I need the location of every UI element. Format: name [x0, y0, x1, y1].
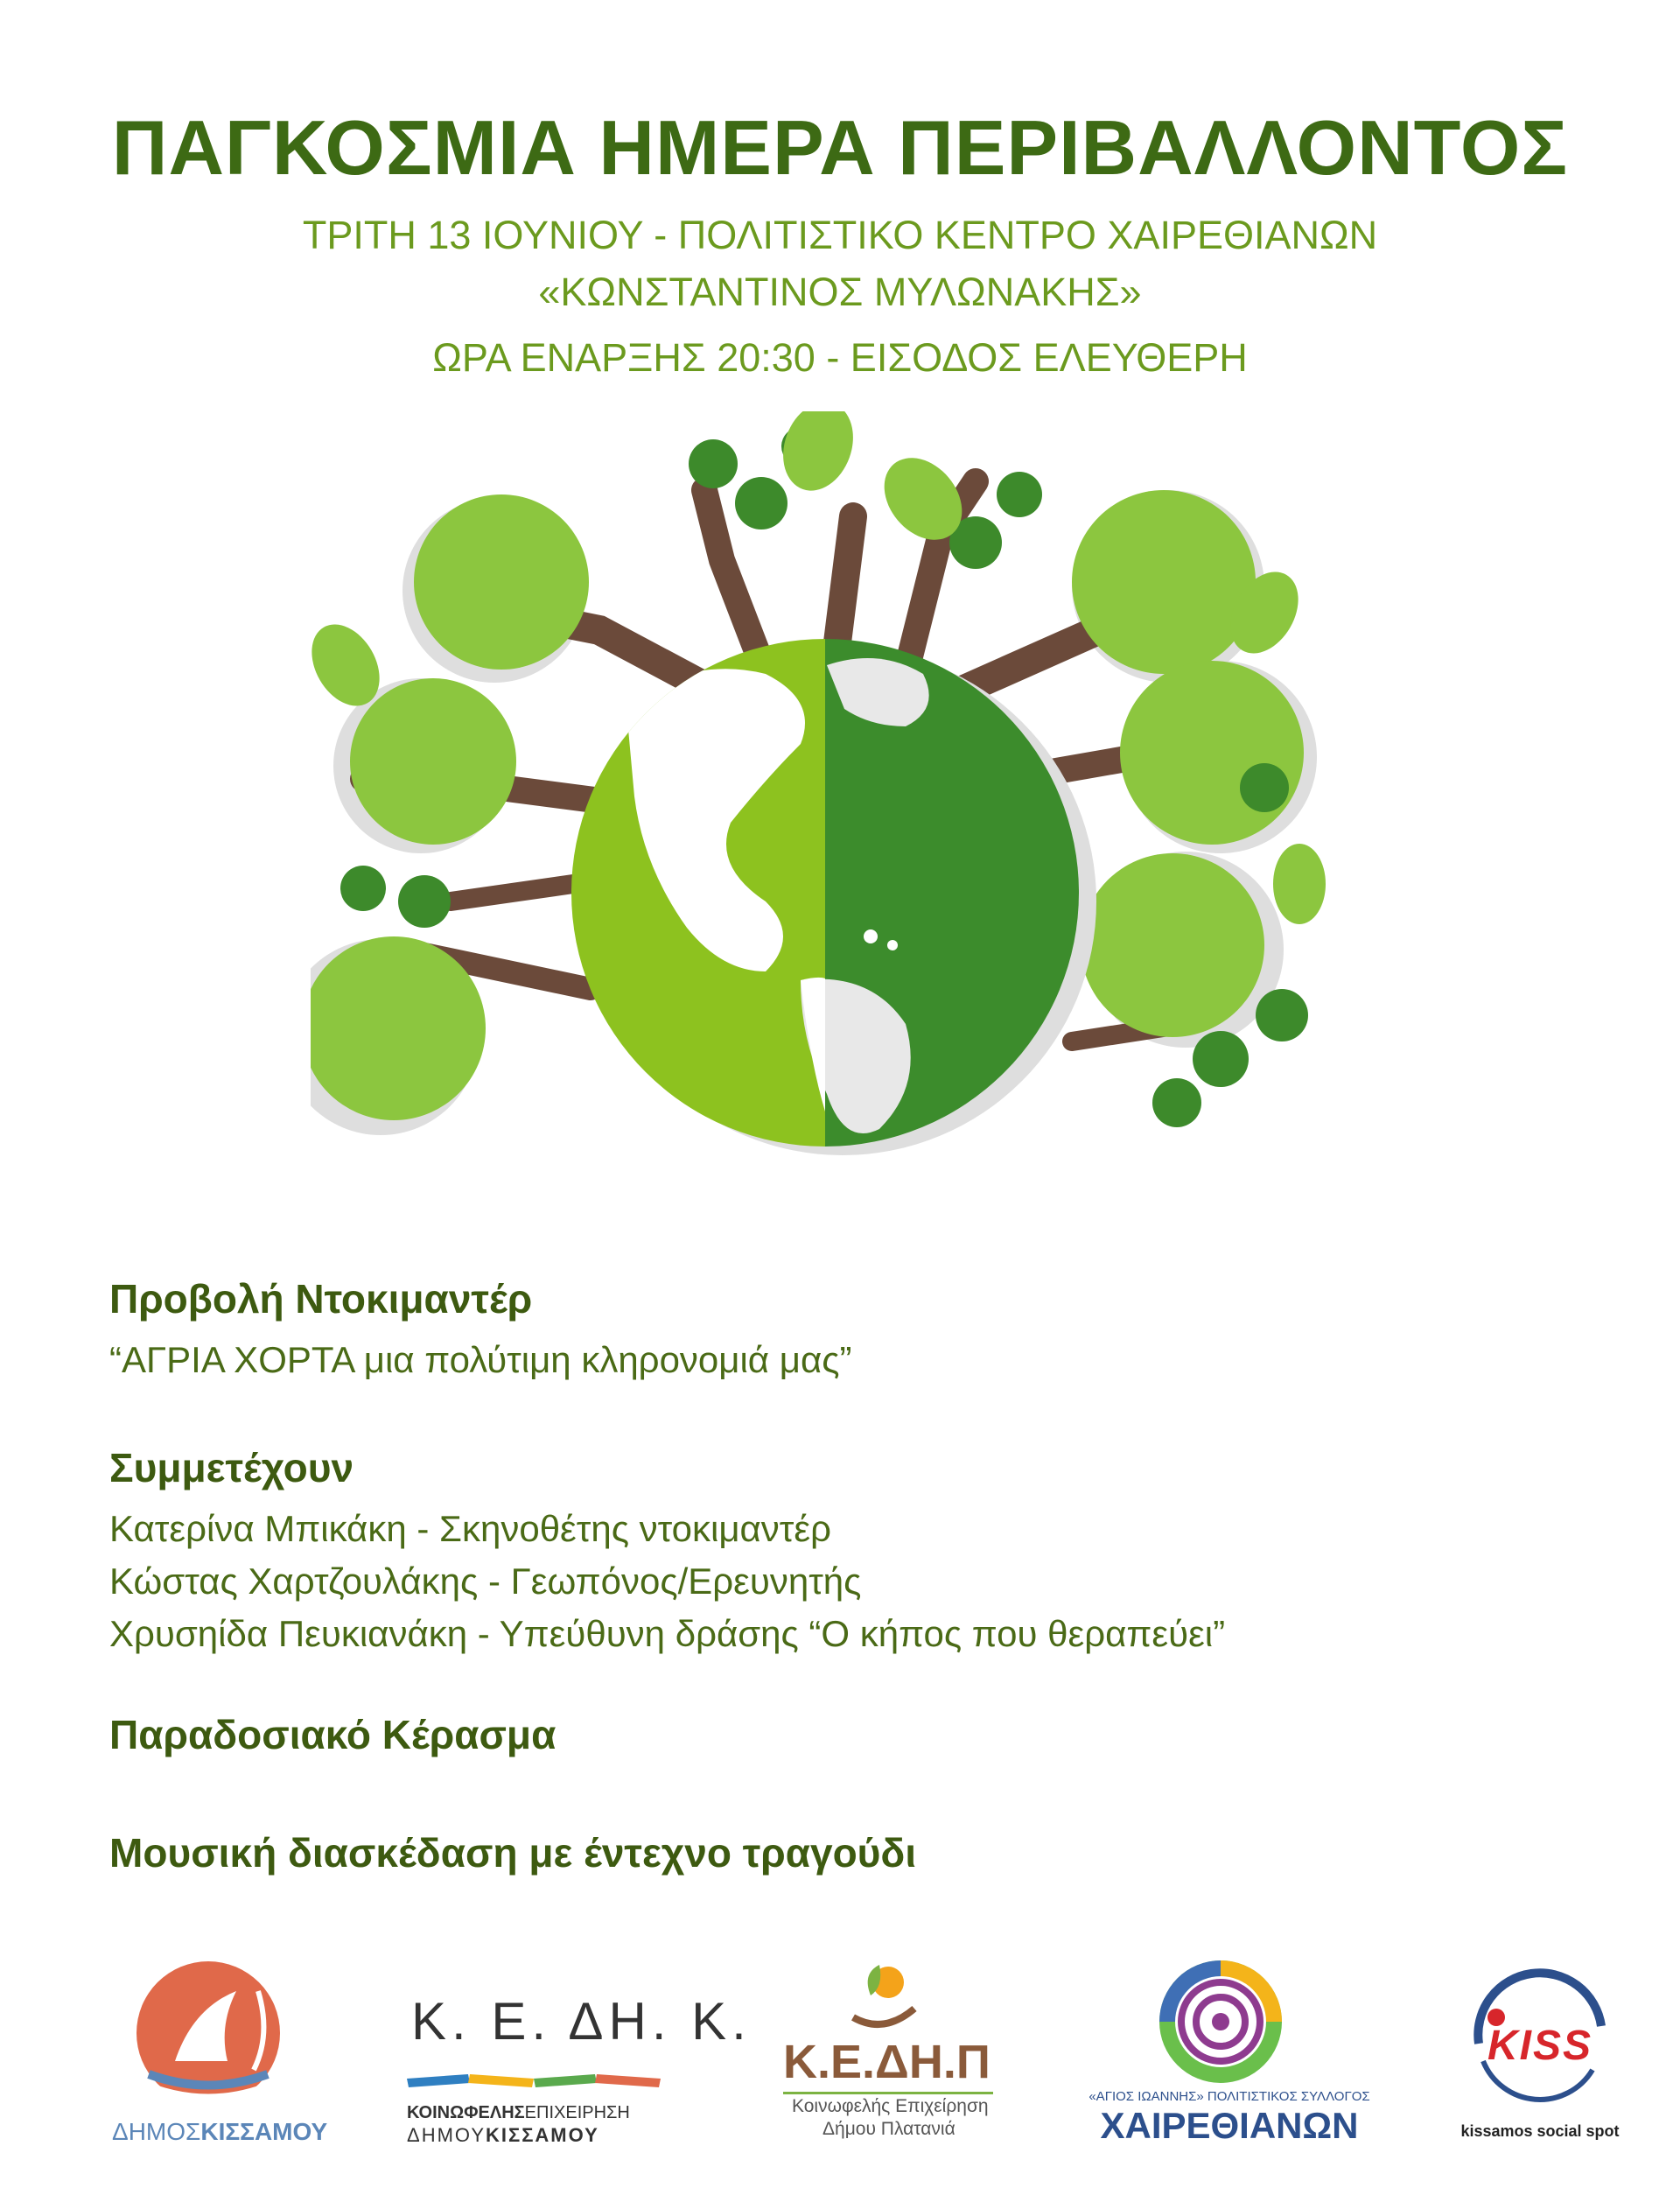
dimos-caption-name: ΚΙΣΣΑΜΟΥ — [200, 2118, 328, 2145]
page-title: ΠΑΓΚΟΣΜΙΑ ΗΜΕΡΑ ΠΕΡΙΒΑΛΛΟΝΤΟΣ — [111, 104, 1569, 191]
kiss-caption: kissamos social spot — [1460, 2122, 1620, 2140]
agios-small-caption: «ΑΓΙΟΣ ΙΩΑΝΝΗΣ» ΠΟΛΙΤΙΣΤΙΚΟΣ ΣΥΛΛΟΓΟΣ — [1088, 2089, 1370, 2104]
kedik-title: Κ. Ε. ΔΗ. Κ. — [411, 1992, 752, 2051]
participant-2: Κώστας Χαρτζουλάκης - Γεωπόνος/Ερευνητής — [109, 1560, 862, 1602]
kedip-logo — [774, 1956, 1002, 2140]
kedik-logo — [402, 1956, 752, 2146]
participant-3: Χρυσηίδα Πευκιανάκη - Υπεύθυνη δράσης “Ο κήπος που θεραπεύει” — [109, 1613, 1226, 1654]
kedik-line2-prefix: ΔΗΜΟΥ — [407, 2124, 486, 2146]
dimos-kissamou-logo — [105, 1956, 328, 2145]
kedik-line1-rest: ΕΠΙΧΕΙΡΗΣΗ — [524, 2103, 630, 2122]
participant-1: Κατερίνα Μπικάκη - Σκηνοθέτης ντοκιμαντέρ — [109, 1508, 832, 1549]
event-date-venue: ΤΡΙΤΗ 13 ΙΟΥΝΙΟΥ - ΠΟΛΙΤΙΣΤΙΚΟ ΚΕΝΤΡΟ ΧΑΙΡΕΘΙΑΝΩΝ — [302, 213, 1378, 257]
kiss-mark: KISS — [1488, 2023, 1593, 2069]
dolphin-emblem-icon — [105, 1956, 306, 2109]
dimos-caption-prefix: ΔΗΜΟΣ — [112, 2118, 201, 2145]
participants-heading: Συμμετέχουν — [109, 1445, 354, 1490]
kedik-line1-bold: ΚΟΙΝΩΦΕΛΗΣ — [407, 2103, 525, 2122]
refreshment-note: Παραδοσιακό Κέρασμα — [109, 1712, 556, 1757]
globe — [571, 639, 1096, 1155]
screening-title: “ΑΓΡΙΑ ΧΟΡΤΑ μια πολύτιμη κληρονομιά μας” — [109, 1339, 852, 1380]
music-note: Μουσική διασκέδαση με έντεχνο τραγούδι — [109, 1830, 917, 1876]
spiral-emblem-icon — [1155, 1956, 1286, 2087]
hand-sprout-icon — [844, 1956, 923, 2035]
kedip-line1: Κοινωφελής Επιχείρηση — [792, 2096, 989, 2116]
screening-heading: Προβολή Ντοκιμαντέρ — [109, 1276, 533, 1322]
kedip-title: Κ.Ε.ΔΗ.Π — [783, 2036, 990, 2088]
kedik-line2-name: ΚΙΣΣΑΜΟΥ — [486, 2124, 599, 2146]
agios-ioannis-logo — [1081, 1956, 1378, 2146]
kedip-line2: Δήμου Πλατανιά — [822, 2119, 956, 2139]
agios-big-caption: ΧΑΙΡΕΘΙΑΝΩΝ — [1100, 2105, 1359, 2146]
venue-name: «ΚΩΝΣΤΑΝΤΙΝΟΣ ΜΥΛΩΝΑΚΗΣ» — [538, 270, 1142, 314]
kedik-color-stripe — [407, 2074, 661, 2092]
earth-trees-illustration — [311, 411, 1343, 1217]
kiss-logo — [1452, 1956, 1628, 2140]
start-time-entry: ΩΡΑ ΕΝΑΡΞΗΣ 20:30 - ΕΙΣΟΔΟΣ ΕΛΕΥΘΕΡΗ — [432, 335, 1248, 380]
